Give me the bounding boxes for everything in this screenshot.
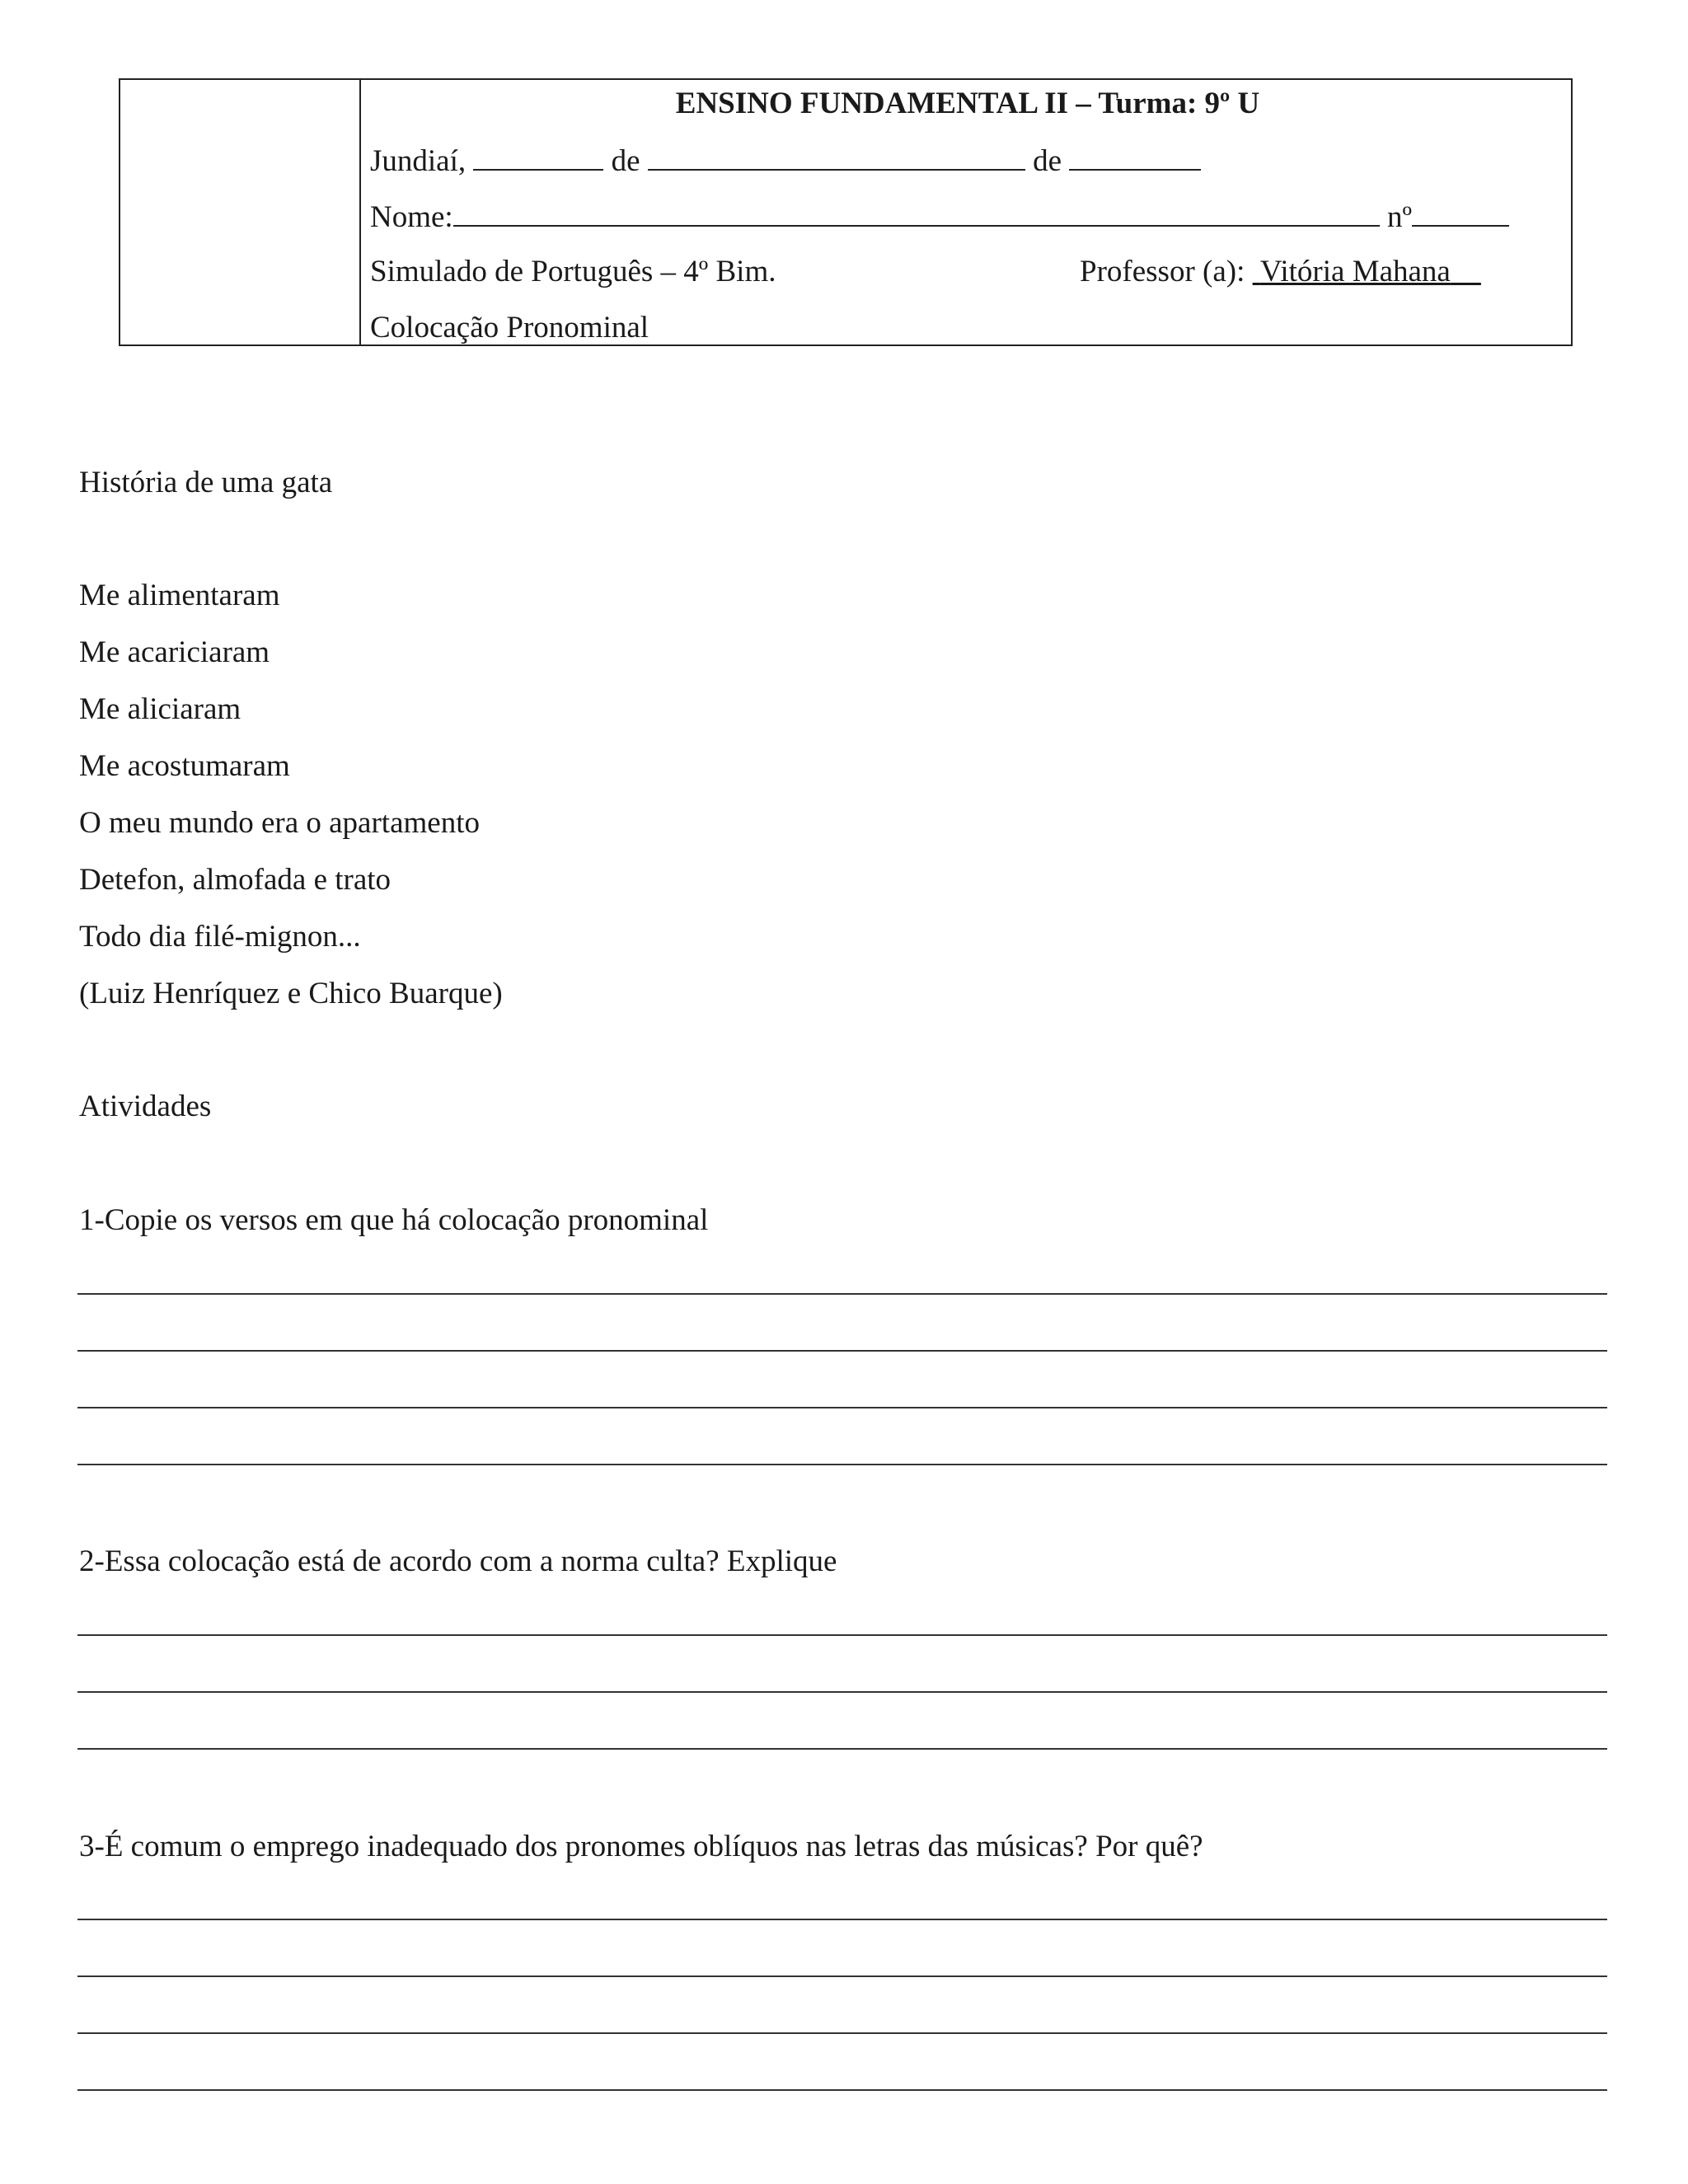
answer-line[interactable] <box>77 1634 1607 1636</box>
question-1: 1-Copie os versos em que há colocação pronominal <box>79 1203 709 1237</box>
logo-cell <box>120 80 361 344</box>
professor-name-field <box>1253 255 1481 288</box>
de-label-2: de <box>1033 144 1062 178</box>
verse: O meu mundo era o apartamento <box>79 806 480 840</box>
number-blank[interactable] <box>1412 200 1509 227</box>
poem-title: História de uma gata <box>79 466 333 499</box>
verse: Detefon, almofada e trato <box>79 863 392 897</box>
answer-line[interactable] <box>77 1748 1607 1750</box>
answer-line[interactable] <box>77 1350 1607 1352</box>
verse: Me aliciaram <box>79 692 241 726</box>
topic-label: Colocação Pronominal <box>370 311 649 344</box>
name-label: Nome: <box>370 200 453 234</box>
date-line <box>370 144 1201 176</box>
verse: Me acostumaram <box>79 749 290 783</box>
verse: Me alimentaram <box>79 579 280 612</box>
name-line <box>370 200 1509 232</box>
year-blank[interactable] <box>1069 144 1201 171</box>
answer-line[interactable] <box>77 2089 1607 2091</box>
exam-label: Simulado de Português – 4º Bim. <box>370 255 776 288</box>
month-blank[interactable] <box>648 144 1025 171</box>
answer-line[interactable] <box>77 1975 1607 1977</box>
answer-line[interactable] <box>77 1464 1607 1465</box>
poem-authors: (Luiz Henríquez e Chico Buarque) <box>79 977 503 1010</box>
professor-name: Vitória Mahana <box>1259 255 1451 288</box>
answer-line[interactable] <box>77 1919 1607 1920</box>
name-blank[interactable] <box>453 200 1380 227</box>
question-3: 3-É comum o emprego inadequado dos pronomes oblíquos nas letras das músicas? Por quê? <box>79 1830 1203 1863</box>
question-2: 2-Essa colocação está de acordo com a norma culta? Explique <box>79 1544 837 1578</box>
class-title: ENSINO FUNDAMENTAL II – Turma: 9º U <box>675 87 1260 120</box>
verse: Me acariciaram <box>79 635 270 669</box>
number-label: nº <box>1386 200 1412 234</box>
answer-line[interactable] <box>77 1407 1607 1408</box>
professor-line <box>1080 256 1481 287</box>
header-box <box>119 78 1573 346</box>
professor-label: Professor (a): <box>1080 255 1245 288</box>
activities-heading: Atividades <box>79 1090 212 1123</box>
city-label: Jundiaí, <box>370 144 467 178</box>
answer-line[interactable] <box>77 2032 1607 2034</box>
answer-line[interactable] <box>77 1293 1607 1295</box>
day-blank[interactable] <box>473 144 603 171</box>
answer-line[interactable] <box>77 1691 1607 1693</box>
verse: Todo dia filé-mignon... <box>79 920 361 954</box>
de-label-1: de <box>611 144 640 178</box>
